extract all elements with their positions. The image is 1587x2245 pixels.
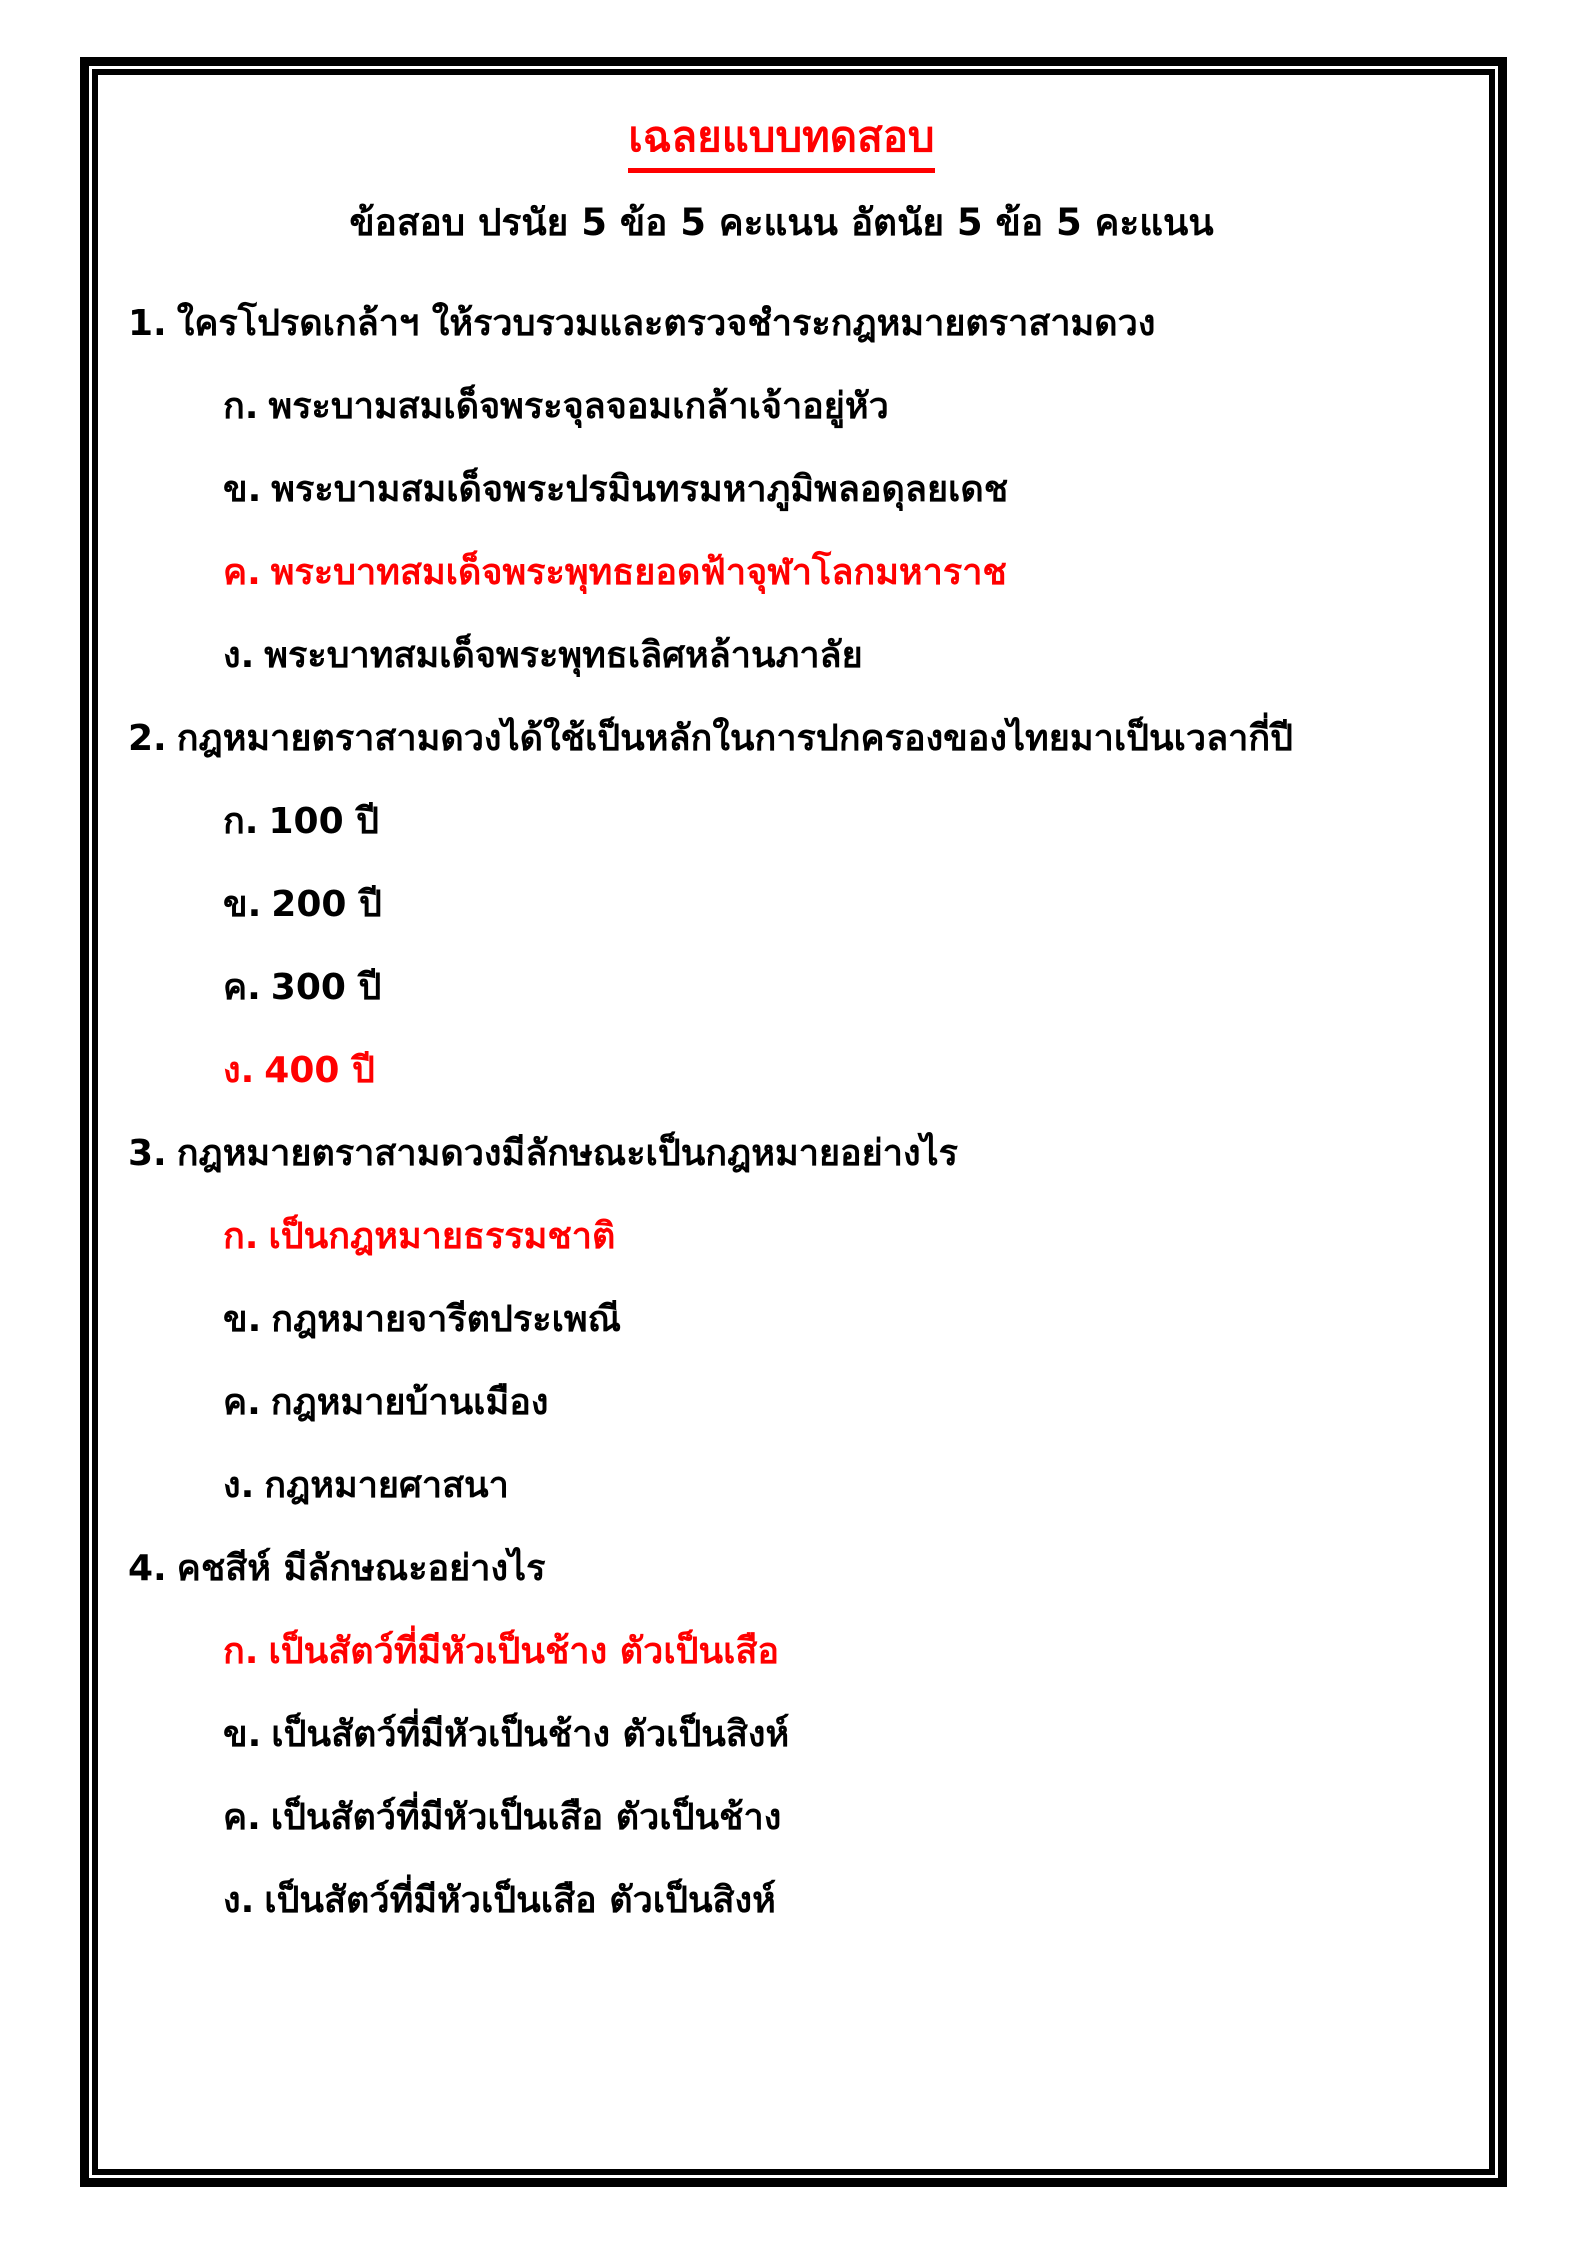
- title-wrap: [114, 111, 1449, 173]
- choice-text: 300 ปี: [270, 966, 382, 1008]
- choice-d: [114, 631, 1449, 681]
- choice-text: กฎหมายบ้านเมือง: [270, 1381, 549, 1423]
- question-2: [114, 714, 1449, 1096]
- choice-label: ค.: [223, 966, 261, 1008]
- question-text: [114, 714, 1449, 764]
- choice-text: เป็นสัตว์ที่มีหัวเป็นเสือ ตัวเป็นช้าง: [270, 1796, 782, 1838]
- choice-label: ง.: [223, 1879, 255, 1921]
- choice-text: พระบาทสมเด็จพระพุทธเลิศหล้านภาลัย: [264, 634, 863, 676]
- choice-b: [114, 880, 1449, 930]
- choice-label: ค.: [223, 1796, 261, 1838]
- choice-label: ง.: [223, 1464, 255, 1506]
- question-body: ใครโปรดเกล้าฯ ให้รวบรวมและตรวจชำระกฎหมายตราสามดวง: [176, 302, 1156, 344]
- choice-c: [114, 1378, 1449, 1428]
- choice-d: [114, 1876, 1449, 1926]
- question-3: [114, 1129, 1449, 1511]
- question-text: [114, 1544, 1449, 1594]
- choice-label: ก.: [223, 800, 259, 842]
- choice-text: เป็นสัตว์ที่มีหัวเป็นเสือ ตัวเป็นสิงห์: [264, 1879, 776, 1921]
- choice-label: ข.: [223, 1298, 262, 1340]
- choice-a-correct: [114, 1212, 1449, 1262]
- question-body: กฎหมายตราสามดวงมีลักษณะเป็นกฎหมายอย่างไร: [176, 1132, 958, 1174]
- choice-label: ง.: [223, 634, 255, 676]
- choice-a: [114, 797, 1449, 847]
- choice-c: [114, 963, 1449, 1013]
- page-title: เฉลยแบบทดสอบ: [628, 111, 934, 173]
- choice-text: เป็นสัตว์ที่มีหัวเป็นช้าง ตัวเป็นสิงห์: [271, 1713, 790, 1755]
- choice-label: ก.: [223, 385, 259, 427]
- question-4: [114, 1544, 1449, 1926]
- choice-label: ข.: [223, 1713, 262, 1755]
- inner-border-frame: [92, 69, 1495, 2175]
- choice-text: พระบาทสมเด็จพระพุทธยอดฟ้าจุฬาโลกมหาราช: [270, 551, 1007, 593]
- choice-b: [114, 465, 1449, 515]
- choice-text: กฎหมายศาสนา: [264, 1464, 509, 1506]
- choice-label: ง.: [223, 1049, 255, 1091]
- choice-label: ค.: [223, 1381, 261, 1423]
- choice-text: 100 ปี: [268, 800, 380, 842]
- choice-text: เป็นสัตว์ที่มีหัวเป็นช้าง ตัวเป็นเสือ: [268, 1630, 780, 1672]
- choice-b: [114, 1295, 1449, 1345]
- choice-c-correct: [114, 548, 1449, 598]
- choice-text: เป็นกฎหมายธรรมชาติ: [268, 1215, 616, 1257]
- question-body: คชสีห์ มีลักษณะอย่างไร: [176, 1547, 546, 1589]
- question-text: [114, 299, 1449, 349]
- choice-label: ข.: [223, 468, 262, 510]
- choice-a-correct: [114, 1627, 1449, 1677]
- question-text: [114, 1129, 1449, 1179]
- choice-label: ก.: [223, 1215, 259, 1257]
- question-number: 4.: [128, 1547, 167, 1589]
- question-number: 1.: [128, 302, 167, 344]
- choice-d: [114, 1461, 1449, 1511]
- question-number: 2.: [128, 717, 167, 759]
- outer-border-frame: [80, 57, 1507, 2187]
- choice-d-correct: [114, 1046, 1449, 1096]
- choice-b: [114, 1710, 1449, 1760]
- choice-text: 400 ปี: [264, 1049, 375, 1091]
- question-body: กฎหมายตราสามดวงได้ใช้เป็นหลักในการปกครองของไทยมาเป็นเวลากี่ปี: [176, 717, 1294, 759]
- choice-a: [114, 382, 1449, 432]
- choice-text: กฎหมายจารีตประเพณี: [271, 1298, 622, 1340]
- question-number: 3.: [128, 1132, 167, 1174]
- choice-c: [114, 1793, 1449, 1843]
- question-1: [114, 299, 1449, 681]
- choice-label: ข.: [223, 883, 262, 925]
- page-subtitle: ข้อสอบ ปรนัย 5 ข้อ 5 คะแนน อัตนัย 5 ข้อ 5 คะแนน: [349, 200, 1214, 244]
- choice-label: ก.: [223, 1630, 259, 1672]
- choice-label: ค.: [223, 551, 261, 593]
- choice-text: พระบามสมเด็จพระจุลจอมเกล้าเจ้าอยู่หัว: [268, 385, 889, 427]
- choice-text: 200 ปี: [271, 883, 382, 925]
- choice-text: พระบามสมเด็จพระปรมินทรมหาภูมิพลอดุลยเดช: [271, 468, 1009, 510]
